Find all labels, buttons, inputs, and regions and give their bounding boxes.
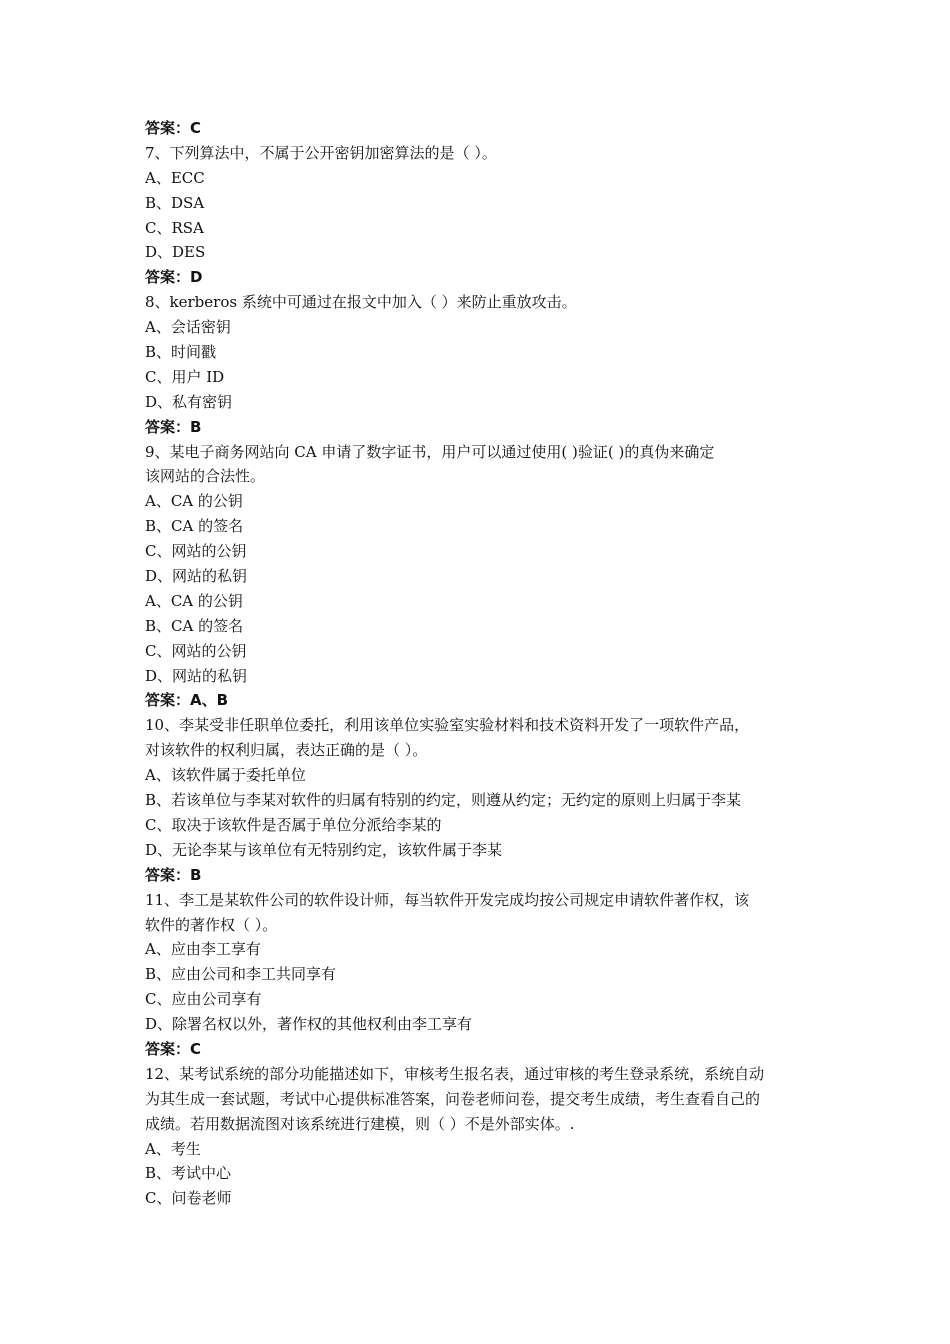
option-line: D、除署名权以外，著作权的其他权利由李工享有: [145, 1015, 473, 1034]
answer-line: 答案：C: [145, 119, 202, 137]
option-line: D、无论李某与该单位有无特别约定，该软件属于李某: [145, 840, 503, 859]
option-line: C、RSA: [145, 218, 204, 237]
document-page: [145, 116, 815, 1211]
option-line: A、会话密钥: [145, 318, 231, 337]
question-line: 成绩。若用数据流图对该系统进行建模，则（ ）不是外部实体。.: [145, 1114, 575, 1133]
answer-line: 答案：D: [145, 268, 203, 287]
option-line: A、ECC: [145, 168, 205, 187]
question-line: 为其生成一套试题，考试中心提供标准答案，问卷老师问卷，提交考生成绩，考生查看自己的: [145, 1089, 761, 1108]
option-line: A、应由李工享有: [145, 940, 261, 959]
question-line: 软件的著作权（ ）。: [145, 915, 278, 934]
answer-line: 答案：A、B: [145, 691, 229, 710]
option-line: D、私有密钥: [145, 392, 233, 411]
option-line: B、若该单位与李某对软件的归属有特别的约定，则遵从约定；无约定的原则上归属于李某: [145, 791, 742, 810]
answer-line: 答案：C: [145, 1039, 202, 1058]
option-line: C、网站的公钥: [145, 542, 247, 561]
option-line: A、CA 的公钥: [145, 591, 243, 610]
option-line: B、CA 的签名: [145, 517, 244, 536]
option-line: D、DES: [145, 243, 206, 262]
option-line: B、应由公司和李工共同享有: [145, 965, 337, 984]
option-line: B、DSA: [145, 193, 205, 212]
option-line: C、网站的公钥: [145, 641, 247, 660]
question-line: 11、李工是某软件公司的软件设计师，每当软件开发完成均按公司规定申请软件著作权，该: [145, 890, 750, 909]
answer-line: 答案：B: [145, 865, 202, 884]
option-line: A、该软件属于委托单位: [145, 766, 306, 785]
question-line: 该网站的合法性。: [145, 467, 266, 486]
option-line: C、取决于该软件是否属于单位分派给李某的: [145, 815, 442, 834]
option-line: C、问卷老师: [145, 1189, 232, 1208]
question-line: 12、某考试系统的部分功能描述如下，审核考生报名表，通过审核的考生登录系统，系统自动: [145, 1064, 765, 1083]
answer-line: 答案：B: [145, 417, 202, 436]
option-line: B、考试中心: [145, 1164, 232, 1183]
question-line: 10、李某受非任职单位委托，利用该单位实验室实验材料和技术资料开发了一项软件产品，: [145, 716, 750, 735]
question-line: 对该软件的权利归属，表达正确的是（ ）。: [145, 741, 428, 760]
option-line: B、时间戳: [145, 343, 217, 362]
option-line: A、考生: [145, 1139, 201, 1158]
option-line: D、网站的私钥: [145, 567, 248, 586]
option-line: C、应由公司享有: [145, 990, 262, 1009]
question-line: 9、某电子商务网站向 CA 申请了数字证书，用户可以通过使用( )验证( )的真伪来确定: [145, 442, 715, 461]
option-line: B、CA 的签名: [145, 616, 244, 635]
option-line: A、CA 的公钥: [145, 492, 243, 511]
question-line: 7、下列算法中，不属于公开密钥加密算法的是（ ）。: [145, 143, 497, 162]
question-line: 8、kerberos 系统中可通过在报文中加入（ ）来防止重放攻击。: [145, 293, 577, 312]
option-line: D、网站的私钥: [145, 666, 248, 685]
option-line: C、用户 ID: [145, 367, 225, 386]
